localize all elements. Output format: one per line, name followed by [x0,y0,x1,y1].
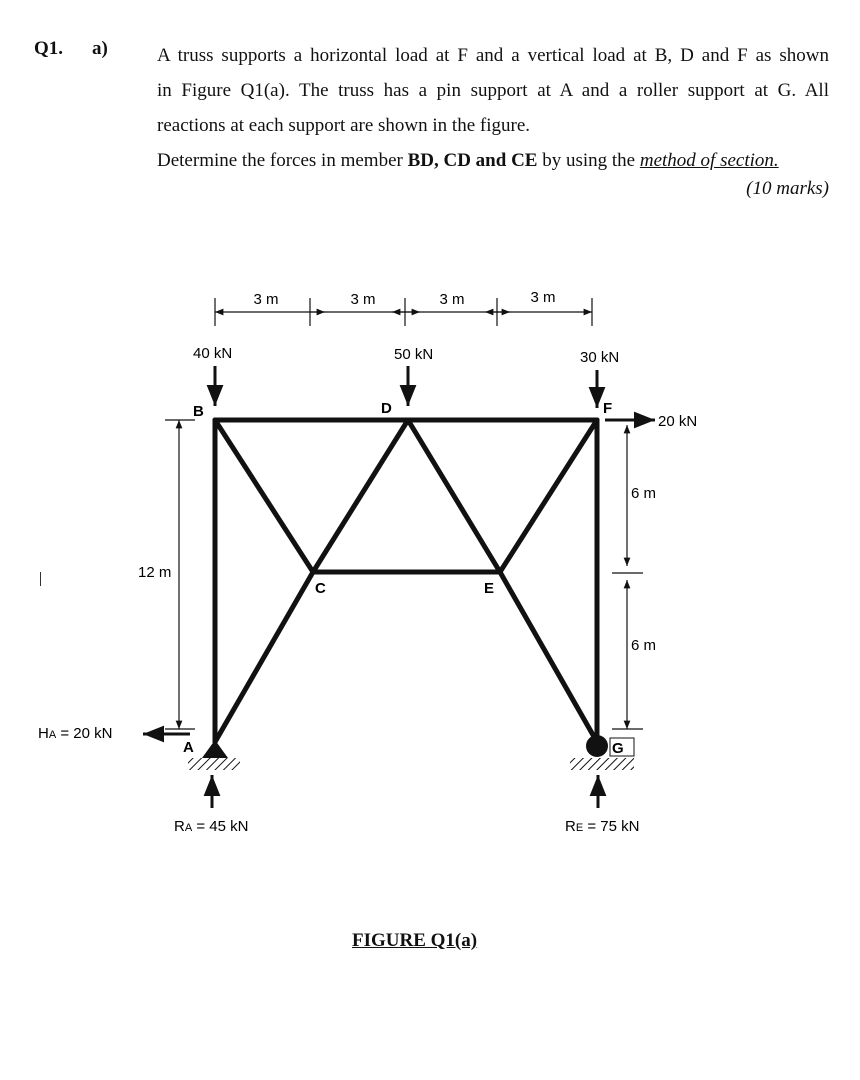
question-part: a) [92,38,108,59]
question-line-1: A truss supports a horizontal load at F and a vertical load at B, D and F as shown [157,45,829,66]
member-de [408,420,500,572]
node-a: A [183,739,194,756]
vertical-loads [215,366,597,408]
upper-height-label: 6 m [631,485,657,502]
task-method: method of section. [639,150,779,171]
load-f: 30 kN [580,349,620,366]
reaction-ra: RA = 45 kN [174,818,249,835]
span-label-2: 3 m [350,291,376,308]
span-label-1: 3 m [253,291,279,308]
task-members: BD, CD and CE [407,150,538,171]
lower-height-label: 6 m [631,637,657,654]
right-dimensions [612,425,643,729]
figure-caption: FIGURE Q1(a) [352,930,478,951]
node-f: F [603,400,613,417]
marks: (10 marks) [746,178,829,199]
load-horizontal: 20 kN [658,413,698,430]
member-ac [215,572,313,742]
member-bc [215,420,313,572]
task-middle: by using the [537,150,640,171]
node-e: E [484,580,495,597]
member-cd [313,420,408,572]
height-label: 12 m [138,564,172,581]
reaction-ha: HA = 20 kN [38,725,113,742]
load-b: 40 kN [193,345,233,362]
node-g: G [612,740,624,757]
reaction-re: RE = 75 kN [565,818,640,835]
load-d: 50 kN [394,346,434,363]
node-b: B [193,403,204,420]
span-label-4: 3 m [530,289,556,306]
question-line-2: in Figure Q1(a). The truss has a pin support at A and a roller support at G. All [157,80,829,101]
truss-members [215,420,597,742]
roller-support-g [570,735,634,770]
question-number: Q1. [34,38,64,59]
span-label-3: 3 m [439,291,465,308]
node-c: C [315,580,326,597]
pin-support-a [188,740,240,770]
question-line-3: reactions at each support are shown in the figure. [157,115,531,136]
member-ef [500,420,597,572]
member-eg [500,572,597,742]
node-d: D [381,400,392,417]
task-prefix: Determine the forces in member [157,150,408,171]
